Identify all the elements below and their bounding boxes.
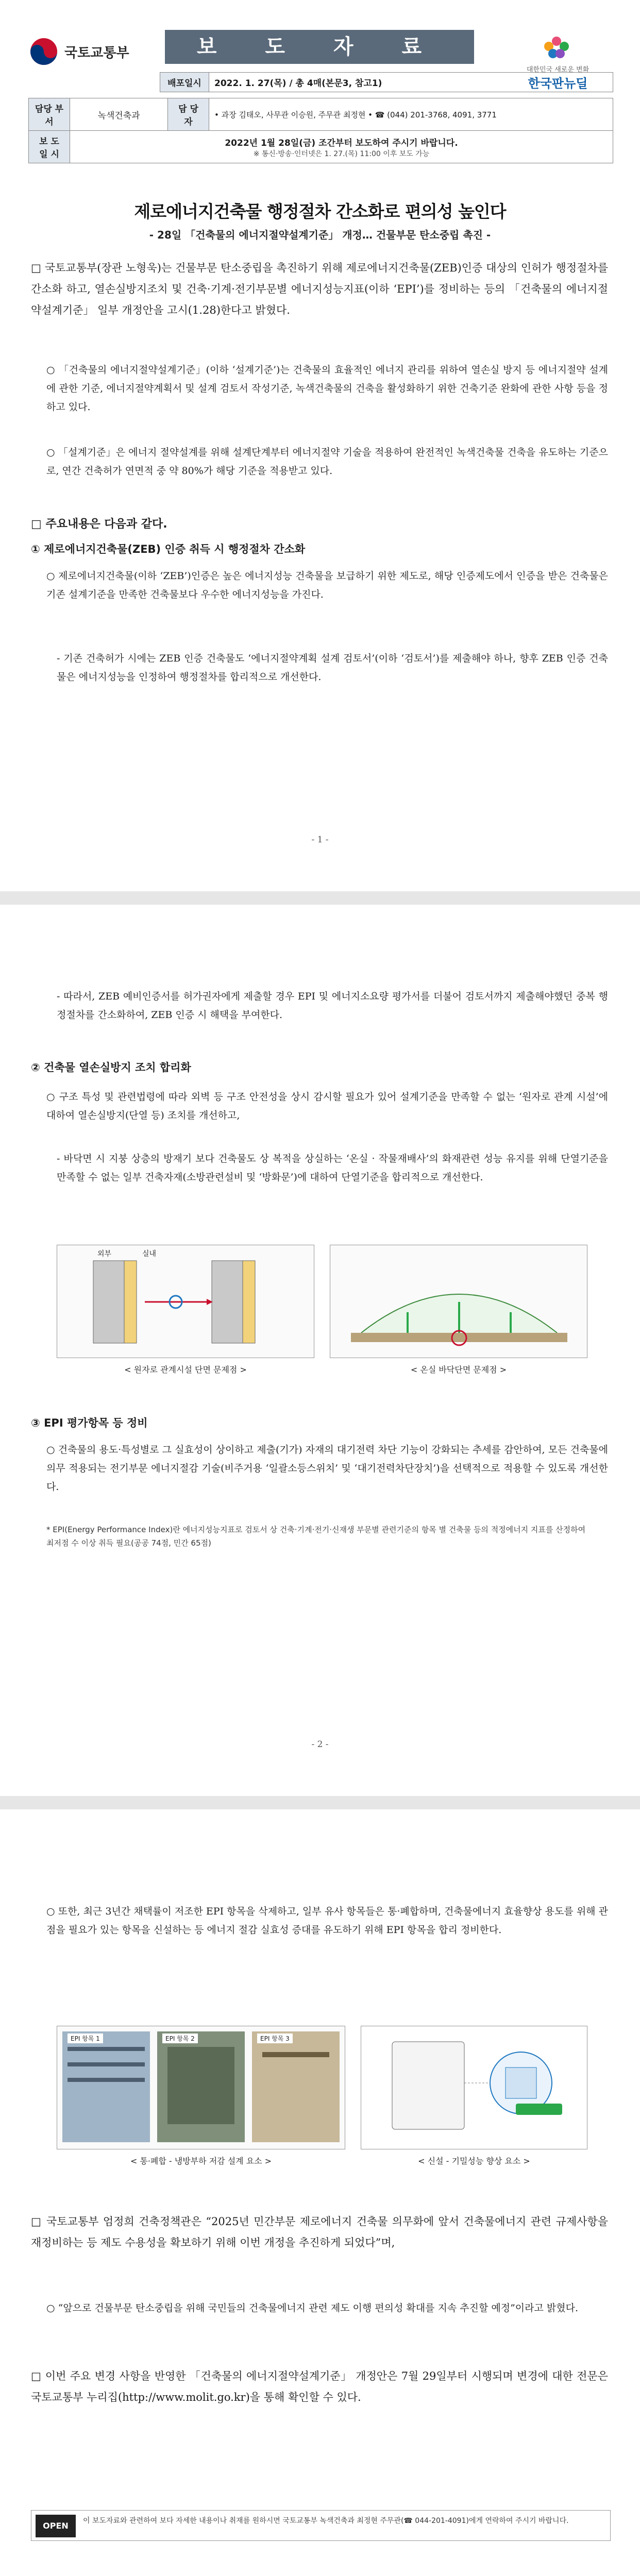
embargo-label: 보 도 일 시 xyxy=(29,131,70,163)
date-label: 배포일시 xyxy=(160,73,209,92)
fig2-caption-left: < 통·폐합 - 냉방부하 저감 설계 요소 > xyxy=(130,2156,272,2166)
org-name: 국토교통부 xyxy=(64,45,129,61)
section-1-title: ① 제로에너지건축물(ZEB) 인증 취득 시 행정절차 간소화 xyxy=(31,543,306,555)
fig2-chip-3: EPI 항목 3 xyxy=(257,2033,293,2043)
embargo-value: 2022년 1월 28일(금) 조간부터 보도하여 주시기 바랍니다. xyxy=(225,138,458,148)
open-badge: OPEN xyxy=(36,2515,76,2537)
paragraph-epi-cleanup: ○ 또한, 최근 3년간 채택률이 저조한 EPI 항목을 삭제하고, 일부 유사 항목들은 통·폐합하며, 건축물에너지 효율향상 용도를 위해 관점을 필요가 있는 항목을 신설하는 등 에너지 절감 실효성 증대를 유도하기 위해 EPI 항목을 합리 정비한다. xyxy=(46,1906,608,1936)
page-break xyxy=(0,1796,640,1809)
paragraph-zeb-benefit: - 따라서, ZEB 예비인증서를 허가권자에게 제출할 경우 EPI 및 에너지소요량 평가서를 더불어 검토서까지 제출해야했던 중복 행정절차를 간소화하여, ZEB 인증 시 해택을 부여한다. xyxy=(57,991,608,1021)
paragraph-reactor: ○ 구조 특성 및 관련법령에 따라 외벽 등 구조 안전성을 상시 감시할 필요가 있어 설계기준을 만족할 수 없는 ‘원자로 관계 시설’에 대하여 열손실방지(단열 등) 조치를 개선하고, xyxy=(46,1091,608,1121)
greenhouse-diagram xyxy=(330,1245,587,1358)
dept-value: 녹색건축과 xyxy=(70,98,168,131)
fig1-caption-left: < 원자로 관계시설 단면 문제점 > xyxy=(124,1365,247,1375)
dept-label: 담당 부서 xyxy=(29,98,70,131)
paragraph-quote-2: ○ “앞으로 건물부문 탄소중립을 위해 국민들의 건축물에너지 관련 제도 이행 편의성 확대를 지속 추진할 예정”이라고 밝혔다. xyxy=(46,2302,578,2314)
page-number: - 2 - xyxy=(311,1739,329,1750)
subheadline: - 28일 「건축물의 에너지절약설계기준」 개정… 건물부문 탄소중립 촉진 - xyxy=(149,229,491,241)
contact-meta-table xyxy=(28,98,613,163)
page-break xyxy=(0,891,640,905)
page-3 xyxy=(0,1809,640,2576)
paragraph-standard-def: ○ 「건축물의 에너지절약설계기준」(이하 ‘설계기준’)는 건축물의 효율적인 에너지 관리를 위하여 열손실 방지 등 에너지절약 설계에 관한 기준, 에너지절약계획서 및 설계 검토서 작성기준, 녹색건축물의 건축을 활성화하기 위한 건축기준 완화에 관한 사항 등을 정하고 있다. xyxy=(46,364,608,413)
figure-reactor-section xyxy=(57,1245,314,1358)
embargo-note: ※ 통신·방송·인터넷은 1. 27.(목) 11:00 이후 보도 가능 xyxy=(253,149,430,158)
section-main-contents: □ 주요내용은 다음과 같다. xyxy=(31,518,167,531)
brand-mark: 한국판뉴딜 xyxy=(528,76,588,91)
release-meta-table xyxy=(160,72,613,92)
figure-cooling-load xyxy=(57,2026,345,2149)
fig2-chip-2: EPI 항목 2 xyxy=(162,2033,198,2043)
page-1 xyxy=(0,0,640,876)
epi-footnote: * EPI(Energy Performance Index)란 에너지성능지표로 검토서 상 건축·기계·전기·신재생 부문별 관련기준의 항목 별 건축물 등의 적정에너지 지표를 산정하여 최저점 수 이상 취득 필요(공공 74점, 민간 65점) xyxy=(46,1525,586,1548)
ministry-logo xyxy=(28,36,157,67)
fig1-label-inside: 실내 xyxy=(142,1250,157,1258)
section-3-title: ③ EPI 평가항목 등 정비 xyxy=(31,1417,148,1429)
paragraph-greenhouse: - 바닥면 시 지붕 상층의 방재기 보다 건축물도 상 복적을 상실하는 ‘온실 · 작물재배사’의 화재관련 성능 유지를 위해 단열기준을 만족할 수 없는 일부 건축자재(소방관련설비 및 ‘방화문’)에 대하여 단열기준을 합리적으로 개선한다. xyxy=(57,1153,608,1183)
section-2-title: ② 건축물 열손실방지 조치 합리화 xyxy=(31,1061,191,1074)
open-license-box xyxy=(31,2510,611,2541)
open-license-text: 이 보도자료와 관련하여 보다 자세한 내용이나 취재를 원하시면 국토교통부 녹색건축과 최정현 주무관(☎ 044-201-4091)에게 연락하여 주시기 바랍니다. xyxy=(83,2517,569,2525)
reactor-wall-diagram xyxy=(57,1245,314,1358)
fig1-label-outside: 외부 xyxy=(97,1250,112,1258)
brand-slogan: 대한민국 새로운 변화 xyxy=(526,66,590,74)
figure-airtightness xyxy=(361,2026,587,2149)
airtightness-diagram xyxy=(361,2026,587,2149)
paragraph-standard-scope: ○ 「설계기준」은 에너지 절약설계를 위해 설계단계부터 에너지절약 기술을 적용하여 완전적인 녹색건축물 건축을 유도하는 기준으로, 연간 건축허가 연면적 중 약 80%가 해당 기준을 적용받고 있다. xyxy=(46,447,608,477)
paragraph-zeb-process: - 기존 건축허가 시에는 ZEB 인증 건축물도 ‘에너지절약계획 설계 검토서’(이하 ‘검토서’)를 제출해야 하나, 향후 ZEB 인증 건축물은 에너지성능을 인정하여 행정절차를 합리적으로 개선한다. xyxy=(57,653,608,683)
figure-greenhouse-section xyxy=(330,1245,587,1358)
paragraph-effective-date: □ 이번 주요 변경 사항을 반영한 「건축물의 에너지절약설계기준」 개정안은 7월 29일부터 시행되며 변경에 대한 전문은 국토교통부 누리집(http://www.molit.go.kr)을 통해 확인할 수 있다. xyxy=(31,2370,608,2403)
press-release-title: 보 도 자 료 xyxy=(165,30,474,64)
person-label: 담 당 자 xyxy=(168,98,209,131)
paragraph-intro: □ 국토교통부(장관 노형욱)는 건물부문 탄소중립을 촉진하기 위해 제로에너지건축물(ZEB)인증 대상의 인허가 행정절차를 간소화 하고, 열손실방지조치 및 건축·기계·전기부문별 에너지성능지표(이하 ‘EPI’)를 정비하는 등의 「건축물의 에너지절약설계기준」 일부 개정안을 고시(1.28)한다고 밝혔다. xyxy=(31,262,608,316)
page-2 xyxy=(0,905,640,1781)
taegeuk-icon xyxy=(28,36,59,67)
person-value: • 과장 김태오, 사무관 이승원, 주무관 최정현 • ☎ (044) 201-3768, 4091, 3771 xyxy=(209,98,613,131)
fig2-caption-right: < 신설 - 기밀성능 향상 요소 > xyxy=(418,2156,530,2166)
paragraph-zeb-def: ○ 제로에너지건축물(이하 ‘ZEB’)인증은 높은 에너지성능 건축물을 보급하기 위한 제도로, 해당 인증제도에서 인증을 받은 건축물은 기존 설계기준을 만족한 건축물보다 우수한 에너지성능을 가진다. xyxy=(46,570,608,600)
fig1-caption-right: < 온실 바닥단면 문제점 > xyxy=(410,1365,507,1375)
paragraph-epi-select: ○ 건축물의 용도·특성별로 그 실효성이 상이하고 제출(기가) 자재의 대기전력 차단 기능이 강화되는 추세를 감안하여, 모든 건축물에 의무 적용되는 전기부문 에너지절감 기술(비주거용 ‘일괄소등스위치’ 및 ‘대기전력차단장치’)을 선택적으로 적용할 수 있도록 개선한다. xyxy=(46,1444,608,1493)
flower-icon xyxy=(533,31,580,62)
fig2-chip-1: EPI 항목 1 xyxy=(68,2033,103,2043)
paragraph-quote-1: □ 국토교통부 엄정희 건축정책관은 “2025년 민간부문 제로에너지 건축물 의무화에 앞서 건축물에너지 관련 규제사항을 재정비하는 등 제도 수용성을 확보하기 위해 이번 개정을 추진하게 되었다”며, xyxy=(31,2215,608,2249)
date-value: 2022. 1. 27(목) / 총 4매(본문3, 참고1) xyxy=(209,73,613,92)
cooling-elements-photos xyxy=(57,2026,345,2149)
page-number: - 1 - xyxy=(311,835,329,845)
headline: 제로에너지건축물 행정절차 간소화로 편의성 높인다 xyxy=(134,201,506,222)
